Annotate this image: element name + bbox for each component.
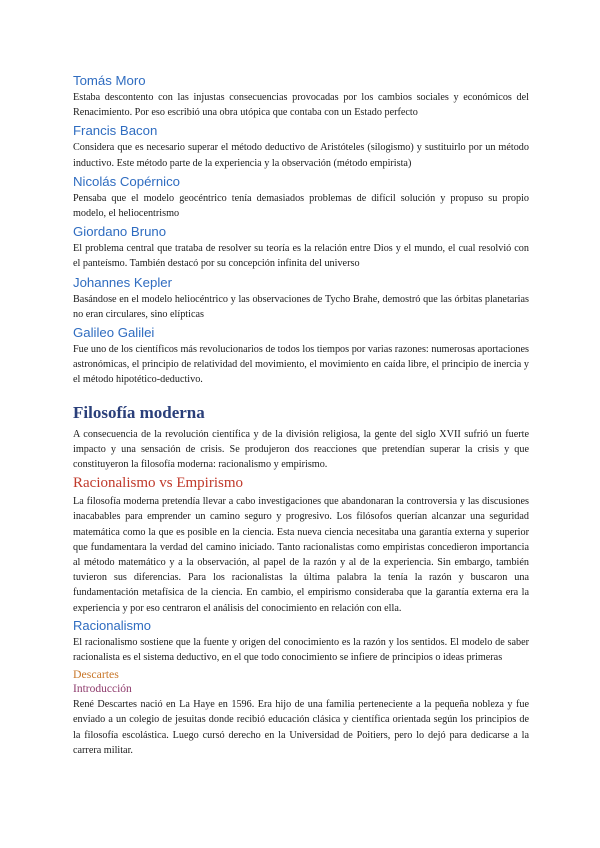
paragraph-filosofia-moderna-intro: A consecuencia de la revolución científica y de la división religiosa, la gente del siglo XVII sufrió un fuerte impacto y una sensación de crisis. Se produjeron dos reacciones que pretendían superar la crisis y que constituyeron la filosofía moderna: racionalismo y empirismo. [73,428,529,471]
paragraph-giordano-bruno: El problema central que trataba de resolver su teoría es la relación entre Dios y el mundo, el cual resolvió con el panteísmo. También destacó por su concepción infinita del universo [73,243,529,270]
heading-tomas-moro: Tomás Moro [73,73,146,88]
heading-francis-bacon: Francis Bacon [73,123,158,139]
heading-descartes: Descartes [73,667,119,682]
paragraph-johannes-kepler: Basándose en el modelo heliocéntrico y las observaciones de Tycho Brahe, demostró que las órbitas planetarias no eran circulares, sino elípticas [73,293,529,320]
heading-racionalismo: Racionalismo [73,617,152,633]
heading-galileo-galilei: Galileo Galilei [73,325,155,341]
paragraph-galileo-galilei: Fue uno de los científicos más revolucionarios de todos los tiempos por varias razones: numerosas aportaciones astronómicas, el principio de relatividad del movimiento, el movimiento en caída libre, el principio de inercia y el método hipotético-deductivo. [73,344,529,386]
paragraph-tomas-moro: Estaba descontento con las injustas consecuencias provocadas por los cambios sociales y económicos del Renacimiento. Por eso escribió una obra utópica que contaba con un Estado perfecto [73,92,529,119]
paragraph-racionalismo-vs-empirismo: La filosofía moderna pretendía llevar a cabo investigaciones que abandonaran la controversia y las discusiones inacabables para emprender un camino seguro y progresivo. Los filósofos querían alcanzar una seguridad matemática como la que es posible en la ciencia. Esta nueva ciencia necesitaba una garantía externa y superior que fundamentara la verdad del camino iniciado. Tanto racionalistas como empiristas concedieron importancia al método matemático y a la observación, al papel de la razón y al de la experiencia. Sin embargo, también tuvieron sus diferencias. Para los racionalistas la última palabra la tenía la razón y buscaron una fundamentación metafísica de la ciencia. En cambio, el empirismo consideraba que la garantía externa era la experiencia y por eso centraron el análisis del conocimiento en relación con ella. [73,496,529,614]
paragraph-descartes-introduccion: René Descartes nació en La Haye en 1596. Era hijo de una familia perteneciente a la pequeña nobleza y fue enviado a un colegio de jesuitas donde recibió educación clásica y científica orientada según los principios de la filosofía escolástica. Luego cursó derecho en la Universidad de Poitiers, pero lo dejó para dedicarse a la carrera militar. [73,699,529,756]
heading-nicolas-copernico: Nicolás Copérnico [73,173,181,189]
paragraph-nicolas-copernico: Pensaba que el modelo geocéntrico tenía demasiados problemas de difícil solución y propuso su propio modelo, el heliocentrismo [73,192,529,220]
paragraph-francis-bacon: Considera que es necesario superar el método deductivo de Aristóteles (silogismo) y sustituirlo por un método inductivo. Este método parte de la experiencia y la observación (método empirista) [73,142,529,169]
heading-giordano-bruno: Giordano Bruno [73,224,167,240]
heading-introduccion: Introducción [73,683,132,696]
section-title-filosofia-moderna: Filosofía moderna [73,402,205,422]
document-page [73,70,529,758]
heading-racionalismo-vs-empirismo: Racionalismo vs Empirismo [73,475,243,492]
heading-johannes-kepler: Johannes Kepler [73,274,172,290]
paragraph-racionalismo: El racionalismo sostiene que la fuente y origen del conocimiento es la razón y los sentidos. El modelo de saber racionalista es el sistema deductivo, en el que todo conocimiento se infiere de principios o ideas primeras [73,636,529,664]
